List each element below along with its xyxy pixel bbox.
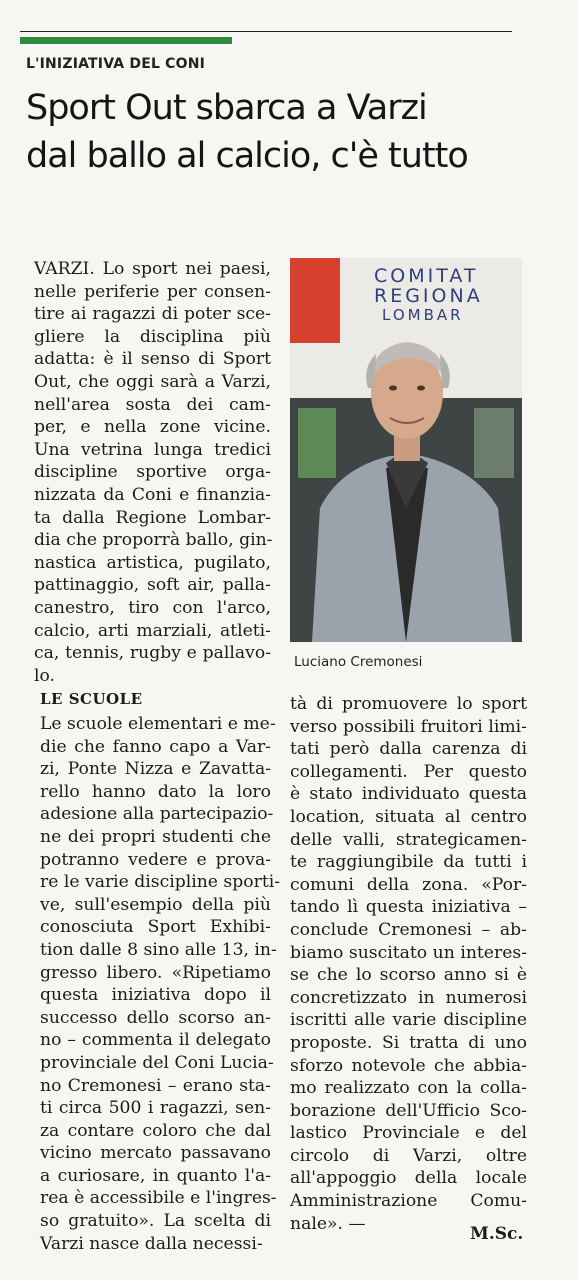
banner-text-3: LOMBAR bbox=[382, 306, 464, 324]
text-line: sforzo notevole che abbia- bbox=[290, 1055, 527, 1076]
text-line: borazione dell'Ufficio Sco- bbox=[290, 1100, 527, 1121]
portrait-illustration bbox=[290, 258, 522, 642]
text-line: gliere la disciplina più bbox=[34, 326, 271, 347]
text-line: te raggiungibile da tutti i bbox=[290, 852, 527, 873]
text-line: re le varie discipline sporti- bbox=[40, 872, 281, 893]
headline-line-2: dal ballo al calcio, c'è tutto bbox=[26, 136, 468, 176]
text-line: no Cremonesi – erano sta- bbox=[40, 1075, 271, 1096]
text-line: no – commenta il delegato bbox=[40, 1030, 271, 1051]
text-line: potranno vedere e prova- bbox=[40, 849, 271, 870]
header-rule bbox=[20, 31, 512, 32]
text-line: tati però dalla carenza di bbox=[290, 739, 527, 760]
text-line: nizzata da Coni e finanzia- bbox=[34, 484, 271, 505]
text-line: comuni della zona. «Por- bbox=[290, 874, 527, 895]
text-line: Amministrazione Comu- bbox=[290, 1191, 527, 1212]
text-line: za contare coloro che dal bbox=[40, 1120, 271, 1141]
text-line: Una vetrina lunga tredici bbox=[34, 439, 271, 460]
text-line: biamo suscitato un interes- bbox=[290, 942, 527, 963]
text-line: ca, tennis, rugby e pallavo- bbox=[34, 643, 271, 664]
text-line: Out, che oggi sarà a Varzi, bbox=[34, 371, 271, 392]
headline-line-1: Sport Out sbarca a Varzi bbox=[26, 88, 427, 128]
text-line: ve, sull'esempio della più bbox=[40, 894, 271, 915]
text-line: conclude Cremonesi – ab- bbox=[290, 919, 527, 940]
text-line: adesione alla partecipazio- bbox=[40, 804, 274, 825]
text-line: vicino mercato passavano bbox=[40, 1143, 271, 1164]
text-line: rea è accessibile e l'ingres- bbox=[40, 1188, 277, 1209]
text-line: die che fanno capo a Var- bbox=[40, 736, 271, 757]
text-line: ne dei propri studenti che bbox=[40, 826, 271, 847]
text-line: nelle periferie per consen- bbox=[34, 281, 271, 302]
text-line: concretizzato in numerosi bbox=[290, 987, 527, 1008]
text-line: canestro, tiro con l'arco, bbox=[34, 597, 271, 618]
text-line: mo realizzato con la colla- bbox=[290, 1078, 527, 1099]
text-line: VARZI. Lo sport nei paesi, bbox=[34, 259, 271, 279]
text-line: circolo di Varzi, oltre bbox=[290, 1145, 527, 1166]
text-line: lo. bbox=[34, 665, 56, 686]
text-line: verso possibili fruitori limi- bbox=[290, 716, 527, 737]
text-line: tion dalle 8 sino alle 13, in- bbox=[40, 939, 277, 960]
text-line: pattinaggio, soft air, palla- bbox=[34, 575, 271, 596]
text-line: delle valli, strategicamen- bbox=[290, 829, 527, 850]
text-line: tà di promuovere lo sport bbox=[290, 694, 527, 714]
text-line: location, situata al centro bbox=[290, 806, 527, 827]
text-line: lastico Provinciale e del bbox=[290, 1123, 527, 1144]
body-column-right bbox=[290, 693, 527, 1235]
subhead: LE SCUOLE bbox=[40, 690, 143, 708]
text-line: adatta: è il senso di Sport bbox=[34, 349, 271, 370]
text-line: nale». — bbox=[290, 1213, 366, 1234]
intro-column bbox=[34, 258, 271, 687]
text-line: a curiosare, in quanto l'a- bbox=[40, 1165, 271, 1186]
text-line: tire ai ragazzi di poter sce- bbox=[34, 304, 271, 325]
section-color-bar bbox=[20, 37, 232, 44]
banner-text-1: COMITAT bbox=[374, 265, 479, 287]
text-line: è stato individuato questa bbox=[290, 784, 527, 805]
text-line: ta dalla Regione Lombar- bbox=[34, 507, 271, 528]
text-line: per, e nella zone vicine. bbox=[34, 417, 271, 438]
text-line: so gratuito». La scelta di bbox=[40, 1211, 271, 1232]
text-line: nastica artistica, pugilato, bbox=[34, 552, 271, 573]
text-line: discipline sportive orga- bbox=[34, 462, 271, 483]
text-line: rello hanno dato la loro bbox=[40, 781, 271, 802]
text-line: ti circa 500 i ragazzi, sen- bbox=[40, 1098, 271, 1119]
author-signature: M.Sc. bbox=[470, 1224, 524, 1244]
text-line: proposte. Si tratta di uno bbox=[290, 1032, 527, 1053]
headline bbox=[26, 84, 546, 180]
text-line: conosciuta Sport Exhibi- bbox=[40, 917, 271, 938]
text-line: iscritti alle varie discipline bbox=[290, 1010, 527, 1031]
text-line: dia che proporrà ballo, gin- bbox=[34, 530, 273, 551]
text-line: tando lì questa iniziativa – bbox=[290, 897, 527, 918]
banner-text-2: REGIONA bbox=[374, 285, 483, 307]
photo-caption: Luciano Cremonesi bbox=[294, 654, 423, 670]
text-line: se che lo scorso anno si è bbox=[290, 965, 527, 986]
text-line: zi, Ponte Nizza e Zavatta- bbox=[40, 759, 271, 780]
text-line: all'appoggio della locale bbox=[290, 1168, 527, 1189]
text-line: nell'area sosta dei cam- bbox=[34, 394, 271, 415]
text-line: collegamenti. Per questo bbox=[290, 761, 527, 782]
text-line: provinciale del Coni Lucia- bbox=[40, 1052, 274, 1073]
text-line: Varzi nasce dalla necessi- bbox=[40, 1233, 263, 1254]
text-line: gresso libero. «Ripetiamo bbox=[40, 962, 271, 983]
text-line: calcio, arti marziali, atleti- bbox=[34, 620, 271, 641]
body-column-left bbox=[40, 713, 281, 1255]
text-line: successo dello scorso an- bbox=[40, 1007, 271, 1028]
section-kicker: L'INIZIATIVA DEL CONI bbox=[26, 56, 206, 72]
text-line: Le scuole elementari e me- bbox=[40, 714, 276, 734]
portrait-photo bbox=[290, 258, 522, 642]
text-line: questa iniziativa dopo il bbox=[40, 985, 271, 1006]
